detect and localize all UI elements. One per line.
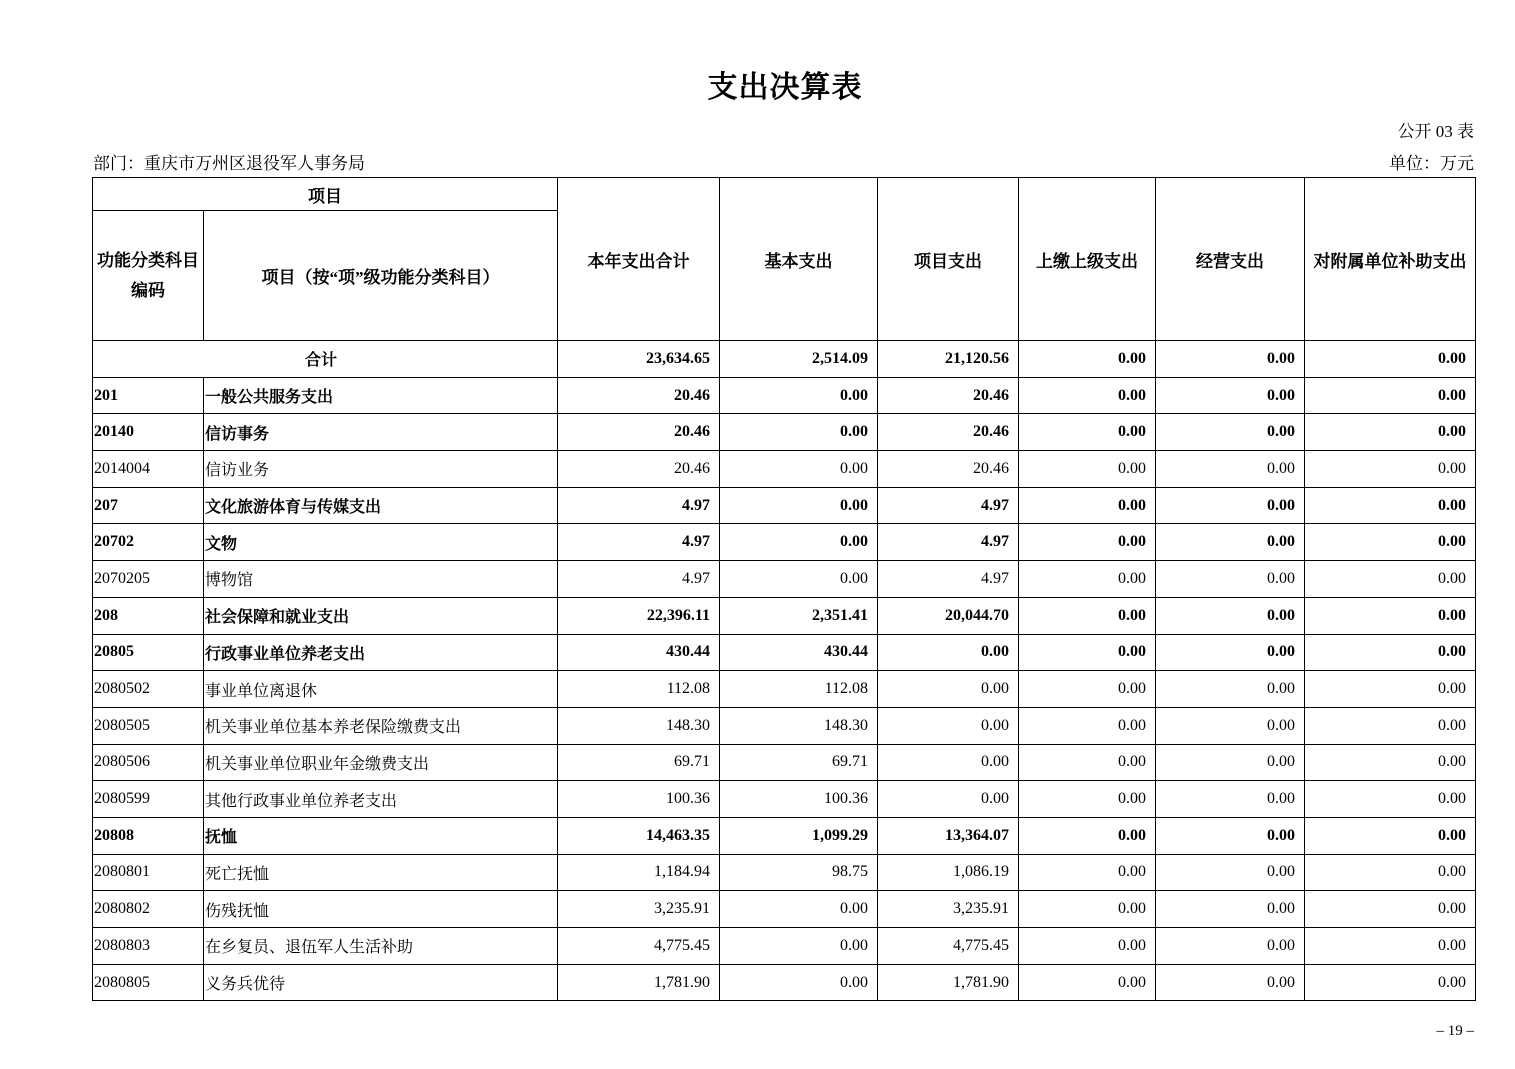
row-value: 20,044.70 xyxy=(878,597,1019,634)
row-value: 98.75 xyxy=(720,854,878,891)
row-value: 1,086.19 xyxy=(878,854,1019,891)
total-value: 2,514.09 xyxy=(720,341,878,378)
page-title: 支出决算表 xyxy=(707,71,863,104)
table-row xyxy=(93,561,1476,598)
row-value: 0.00 xyxy=(1156,964,1305,1001)
row-value: 0.00 xyxy=(1156,928,1305,965)
row-value: 4.97 xyxy=(558,524,720,561)
row-value: 0.00 xyxy=(878,781,1019,818)
row-code: 201 xyxy=(93,377,204,414)
row-value: 1,184.94 xyxy=(558,854,720,891)
row-value: 0.00 xyxy=(1156,377,1305,414)
row-value: 0.00 xyxy=(1019,561,1156,598)
row-value: 14,463.35 xyxy=(558,817,720,854)
row-value: 112.08 xyxy=(558,671,720,708)
total-row xyxy=(93,341,1476,378)
row-value: 0.00 xyxy=(1156,451,1305,488)
row-value: 69.71 xyxy=(720,744,878,781)
row-value: 0.00 xyxy=(720,487,878,524)
row-value: 4.97 xyxy=(878,487,1019,524)
total-value: 21,120.56 xyxy=(878,341,1019,378)
row-value: 0.00 xyxy=(1019,854,1156,891)
expenditure-table xyxy=(92,177,1476,1001)
row-value: 0.00 xyxy=(1156,854,1305,891)
row-value: 3,235.91 xyxy=(878,891,1019,928)
row-value: 0.00 xyxy=(720,451,878,488)
row-name: 其他行政事业单位养老支出 xyxy=(204,781,558,818)
row-value: 20.46 xyxy=(878,377,1019,414)
total-label: 合计 xyxy=(93,341,558,378)
row-value: 0.00 xyxy=(1156,524,1305,561)
header-col-basic: 基本支出 xyxy=(720,178,878,341)
row-name: 机关事业单位职业年金缴费支出 xyxy=(204,744,558,781)
row-code: 207 xyxy=(93,487,204,524)
row-value: 0.00 xyxy=(1305,451,1476,488)
row-value: 0.00 xyxy=(878,707,1019,744)
row-value: 0.00 xyxy=(1019,891,1156,928)
row-value: 4.97 xyxy=(558,487,720,524)
row-value: 0.00 xyxy=(720,561,878,598)
row-value: 0.00 xyxy=(878,634,1019,671)
row-code: 20702 xyxy=(93,524,204,561)
row-value: 3,235.91 xyxy=(558,891,720,928)
row-value: 0.00 xyxy=(1019,597,1156,634)
row-code: 2080505 xyxy=(93,707,204,744)
row-value: 0.00 xyxy=(1305,671,1476,708)
table-row xyxy=(93,928,1476,965)
row-name: 抚恤 xyxy=(204,817,558,854)
row-code: 2080502 xyxy=(93,671,204,708)
total-value: 23,634.65 xyxy=(558,341,720,378)
row-value: 0.00 xyxy=(1156,671,1305,708)
row-value: 4,775.45 xyxy=(558,928,720,965)
row-value: 4,775.45 xyxy=(878,928,1019,965)
row-value: 69.71 xyxy=(558,744,720,781)
row-value: 0.00 xyxy=(720,414,878,451)
row-code: 20140 xyxy=(93,414,204,451)
row-value: 0.00 xyxy=(1305,744,1476,781)
row-value: 0.00 xyxy=(1156,781,1305,818)
row-code: 2080805 xyxy=(93,964,204,1001)
row-value: 112.08 xyxy=(720,671,878,708)
row-value: 0.00 xyxy=(720,524,878,561)
row-code: 2080802 xyxy=(93,891,204,928)
row-value: 0.00 xyxy=(878,671,1019,708)
row-value: 0.00 xyxy=(1156,817,1305,854)
table-row xyxy=(93,781,1476,818)
row-name: 机关事业单位基本养老保险缴费支出 xyxy=(204,707,558,744)
row-value: 0.00 xyxy=(1019,671,1156,708)
header-col-operating: 经营支出 xyxy=(1156,178,1305,341)
table-row xyxy=(93,634,1476,671)
total-value: 0.00 xyxy=(1019,341,1156,378)
row-name: 文化旅游体育与传媒支出 xyxy=(204,487,558,524)
row-name: 义务兵优待 xyxy=(204,964,558,1001)
row-value: 0.00 xyxy=(1305,524,1476,561)
row-name: 一般公共服务支出 xyxy=(204,377,558,414)
row-value: 0.00 xyxy=(1019,634,1156,671)
row-code: 2080506 xyxy=(93,744,204,781)
table-row xyxy=(93,524,1476,561)
row-value: 0.00 xyxy=(1019,524,1156,561)
row-value: 0.00 xyxy=(1156,597,1305,634)
row-value: 0.00 xyxy=(1305,377,1476,414)
row-value: 20.46 xyxy=(878,451,1019,488)
table-row xyxy=(93,964,1476,1001)
row-value: 0.00 xyxy=(1305,891,1476,928)
row-value: 0.00 xyxy=(1019,928,1156,965)
row-value: 100.36 xyxy=(558,781,720,818)
row-name: 信访事务 xyxy=(204,414,558,451)
row-value: 0.00 xyxy=(1156,744,1305,781)
row-value: 0.00 xyxy=(1156,891,1305,928)
table-row xyxy=(93,451,1476,488)
table-row xyxy=(93,377,1476,414)
row-code: 2080599 xyxy=(93,781,204,818)
row-value: 1,781.90 xyxy=(558,964,720,1001)
row-value: 0.00 xyxy=(1305,928,1476,965)
row-value: 148.30 xyxy=(558,707,720,744)
row-value: 0.00 xyxy=(1156,487,1305,524)
table-row xyxy=(93,707,1476,744)
row-value: 20.46 xyxy=(558,414,720,451)
row-value: 0.00 xyxy=(1305,707,1476,744)
header-code: 功能分类科目编码 xyxy=(93,211,204,341)
row-value: 0.00 xyxy=(1305,854,1476,891)
row-value: 0.00 xyxy=(1019,377,1156,414)
row-value: 20.46 xyxy=(878,414,1019,451)
row-value: 0.00 xyxy=(1305,781,1476,818)
row-value: 20.46 xyxy=(558,451,720,488)
row-code: 2080801 xyxy=(93,854,204,891)
row-code: 20805 xyxy=(93,634,204,671)
row-value: 0.00 xyxy=(1305,597,1476,634)
row-code: 20808 xyxy=(93,817,204,854)
row-value: 0.00 xyxy=(878,744,1019,781)
header-col-total: 本年支出合计 xyxy=(558,178,720,341)
row-value: 0.00 xyxy=(1019,707,1156,744)
table-row xyxy=(93,817,1476,854)
row-value: 0.00 xyxy=(1156,561,1305,598)
row-value: 0.00 xyxy=(1019,744,1156,781)
row-value: 100.36 xyxy=(720,781,878,818)
row-value: 0.00 xyxy=(720,891,878,928)
department-label: 部门：重庆市万州区退役军人事务局 xyxy=(93,154,365,173)
header-project-group: 项目 xyxy=(93,178,558,211)
table-row xyxy=(93,671,1476,708)
row-value: 0.00 xyxy=(1305,964,1476,1001)
row-value: 1,781.90 xyxy=(878,964,1019,1001)
row-value: 0.00 xyxy=(1019,451,1156,488)
row-value: 148.30 xyxy=(720,707,878,744)
table-row xyxy=(93,487,1476,524)
header-col-subsidy: 对附属单位补助支出 xyxy=(1305,178,1476,341)
row-name: 博物馆 xyxy=(204,561,558,598)
row-value: 1,099.29 xyxy=(720,817,878,854)
row-value: 4.97 xyxy=(878,524,1019,561)
row-value: 0.00 xyxy=(1156,414,1305,451)
row-value: 4.97 xyxy=(558,561,720,598)
row-value: 0.00 xyxy=(1019,414,1156,451)
row-value: 0.00 xyxy=(720,964,878,1001)
form-number: 公开 03 表 xyxy=(1397,122,1474,141)
table-row xyxy=(93,414,1476,451)
row-value: 0.00 xyxy=(1156,634,1305,671)
row-name: 行政事业单位养老支出 xyxy=(204,634,558,671)
total-value: 0.00 xyxy=(1156,341,1305,378)
page-number: – 19 – xyxy=(1436,1023,1474,1039)
row-value: 4.97 xyxy=(878,561,1019,598)
row-name: 社会保障和就业支出 xyxy=(204,597,558,634)
table-row xyxy=(93,854,1476,891)
row-name: 在乡复员、退伍军人生活补助 xyxy=(204,928,558,965)
row-value: 20.46 xyxy=(558,377,720,414)
row-value: 430.44 xyxy=(720,634,878,671)
row-code: 2080803 xyxy=(93,928,204,965)
table-row xyxy=(93,597,1476,634)
row-value: 0.00 xyxy=(1019,781,1156,818)
row-name: 伤残抚恤 xyxy=(204,891,558,928)
row-value: 13,364.07 xyxy=(878,817,1019,854)
row-value: 0.00 xyxy=(1305,634,1476,671)
row-value: 0.00 xyxy=(1019,487,1156,524)
row-code: 2070205 xyxy=(93,561,204,598)
row-value: 0.00 xyxy=(1305,414,1476,451)
row-name: 信访业务 xyxy=(204,451,558,488)
row-value: 0.00 xyxy=(1156,707,1305,744)
table-row xyxy=(93,891,1476,928)
row-value: 0.00 xyxy=(1305,817,1476,854)
total-value: 0.00 xyxy=(1305,341,1476,378)
row-value: 0.00 xyxy=(720,928,878,965)
row-code: 2014004 xyxy=(93,451,204,488)
header-col-remit: 上缴上级支出 xyxy=(1019,178,1156,341)
row-value: 0.00 xyxy=(1305,561,1476,598)
table-row xyxy=(93,744,1476,781)
header-col-project: 项目支出 xyxy=(878,178,1019,341)
row-value: 2,351.41 xyxy=(720,597,878,634)
row-code: 208 xyxy=(93,597,204,634)
row-name: 文物 xyxy=(204,524,558,561)
row-value: 0.00 xyxy=(1305,487,1476,524)
header-name: 项目（按“项”级功能分类科目） xyxy=(204,211,558,341)
unit-label: 单位：万元 xyxy=(1389,154,1474,173)
row-value: 0.00 xyxy=(1019,817,1156,854)
row-value: 0.00 xyxy=(720,377,878,414)
row-name: 事业单位离退休 xyxy=(204,671,558,708)
row-name: 死亡抚恤 xyxy=(204,854,558,891)
row-value: 22,396.11 xyxy=(558,597,720,634)
row-value: 430.44 xyxy=(558,634,720,671)
row-value: 0.00 xyxy=(1019,964,1156,1001)
